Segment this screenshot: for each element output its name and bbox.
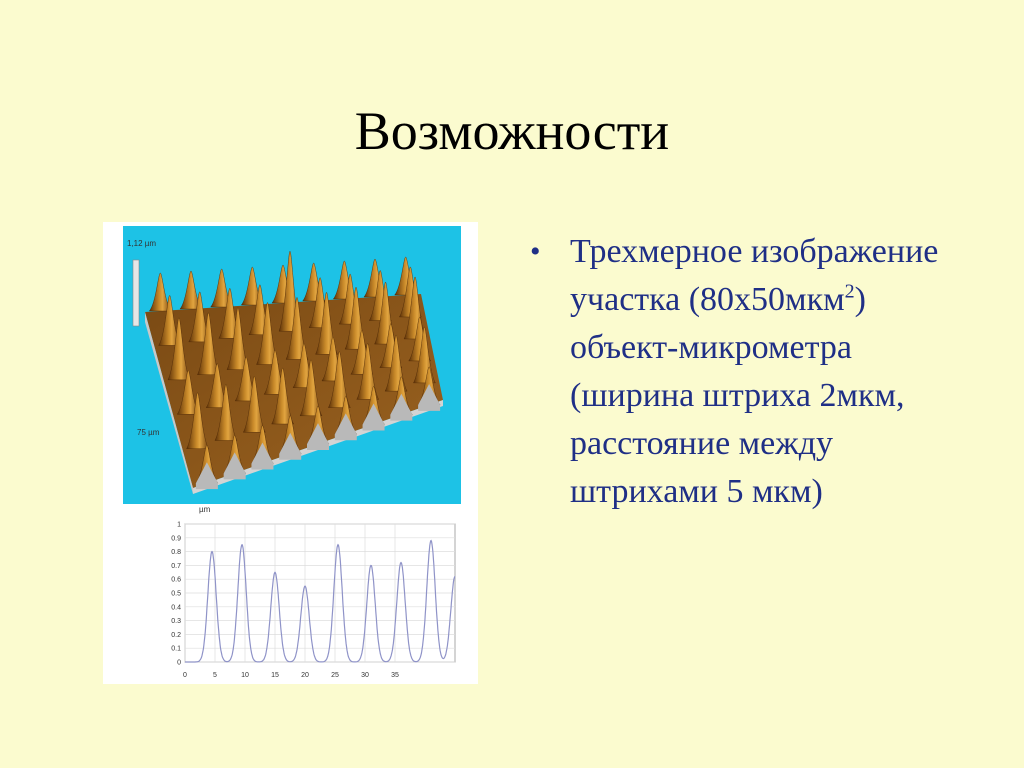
bullet-list: [528, 228, 968, 516]
profile-y-tick-label: 0.8: [171, 549, 181, 557]
bullet-dot-icon: •: [530, 235, 541, 268]
bullet-text-main: Трехмерное изображение участка (80х50мкм: [570, 233, 939, 318]
height-scale-label: 1,12 µm: [127, 239, 157, 248]
bullet-item: [528, 228, 968, 516]
profile-y-tick-label: 0.7: [171, 562, 181, 570]
profile-y-tick-label: 0.1: [171, 645, 181, 653]
bullet-superscript: 2: [844, 280, 855, 303]
height-scale-bar: [133, 260, 139, 326]
afm-figure-svg: [103, 222, 478, 684]
profile-x-tick-label: 15: [271, 672, 279, 679]
side-scale-label: 75 µm: [137, 428, 160, 437]
profile-y-tick-label: 0.5: [171, 590, 181, 598]
profile-x-tick-label: 0: [183, 672, 187, 679]
slide-title: Возможности: [354, 101, 670, 161]
profile-y-tick-label: 0.9: [171, 535, 181, 543]
profile-x-tick-label: 35: [391, 672, 399, 679]
profile-y-tick-label: 0.4: [171, 604, 181, 612]
profile-y-tick-label: 0.2: [171, 631, 181, 639]
profile-y-tick-label: 0.3: [171, 618, 181, 626]
profile-x-tick-label: 30: [361, 672, 369, 679]
profile-x-tick-label: 20: [301, 672, 309, 679]
profile-x-tick-label: 5: [213, 672, 217, 679]
profile-y-unit-label: µm: [199, 505, 211, 514]
profile-x-tick-label: 25: [331, 672, 339, 679]
profile-x-tick-label: 10: [241, 672, 249, 679]
bullet-text-rest: ) объект-микрометра (ширина штриха 2мкм, расстояние между штрихами 5 мкм): [570, 281, 905, 510]
profile-chart: [171, 505, 455, 679]
profile-y-tick-label: 1: [177, 521, 181, 529]
profile-y-tick-label: 0: [177, 659, 181, 667]
afm-figure: [103, 222, 478, 684]
profile-y-tick-label: 0.6: [171, 576, 181, 584]
